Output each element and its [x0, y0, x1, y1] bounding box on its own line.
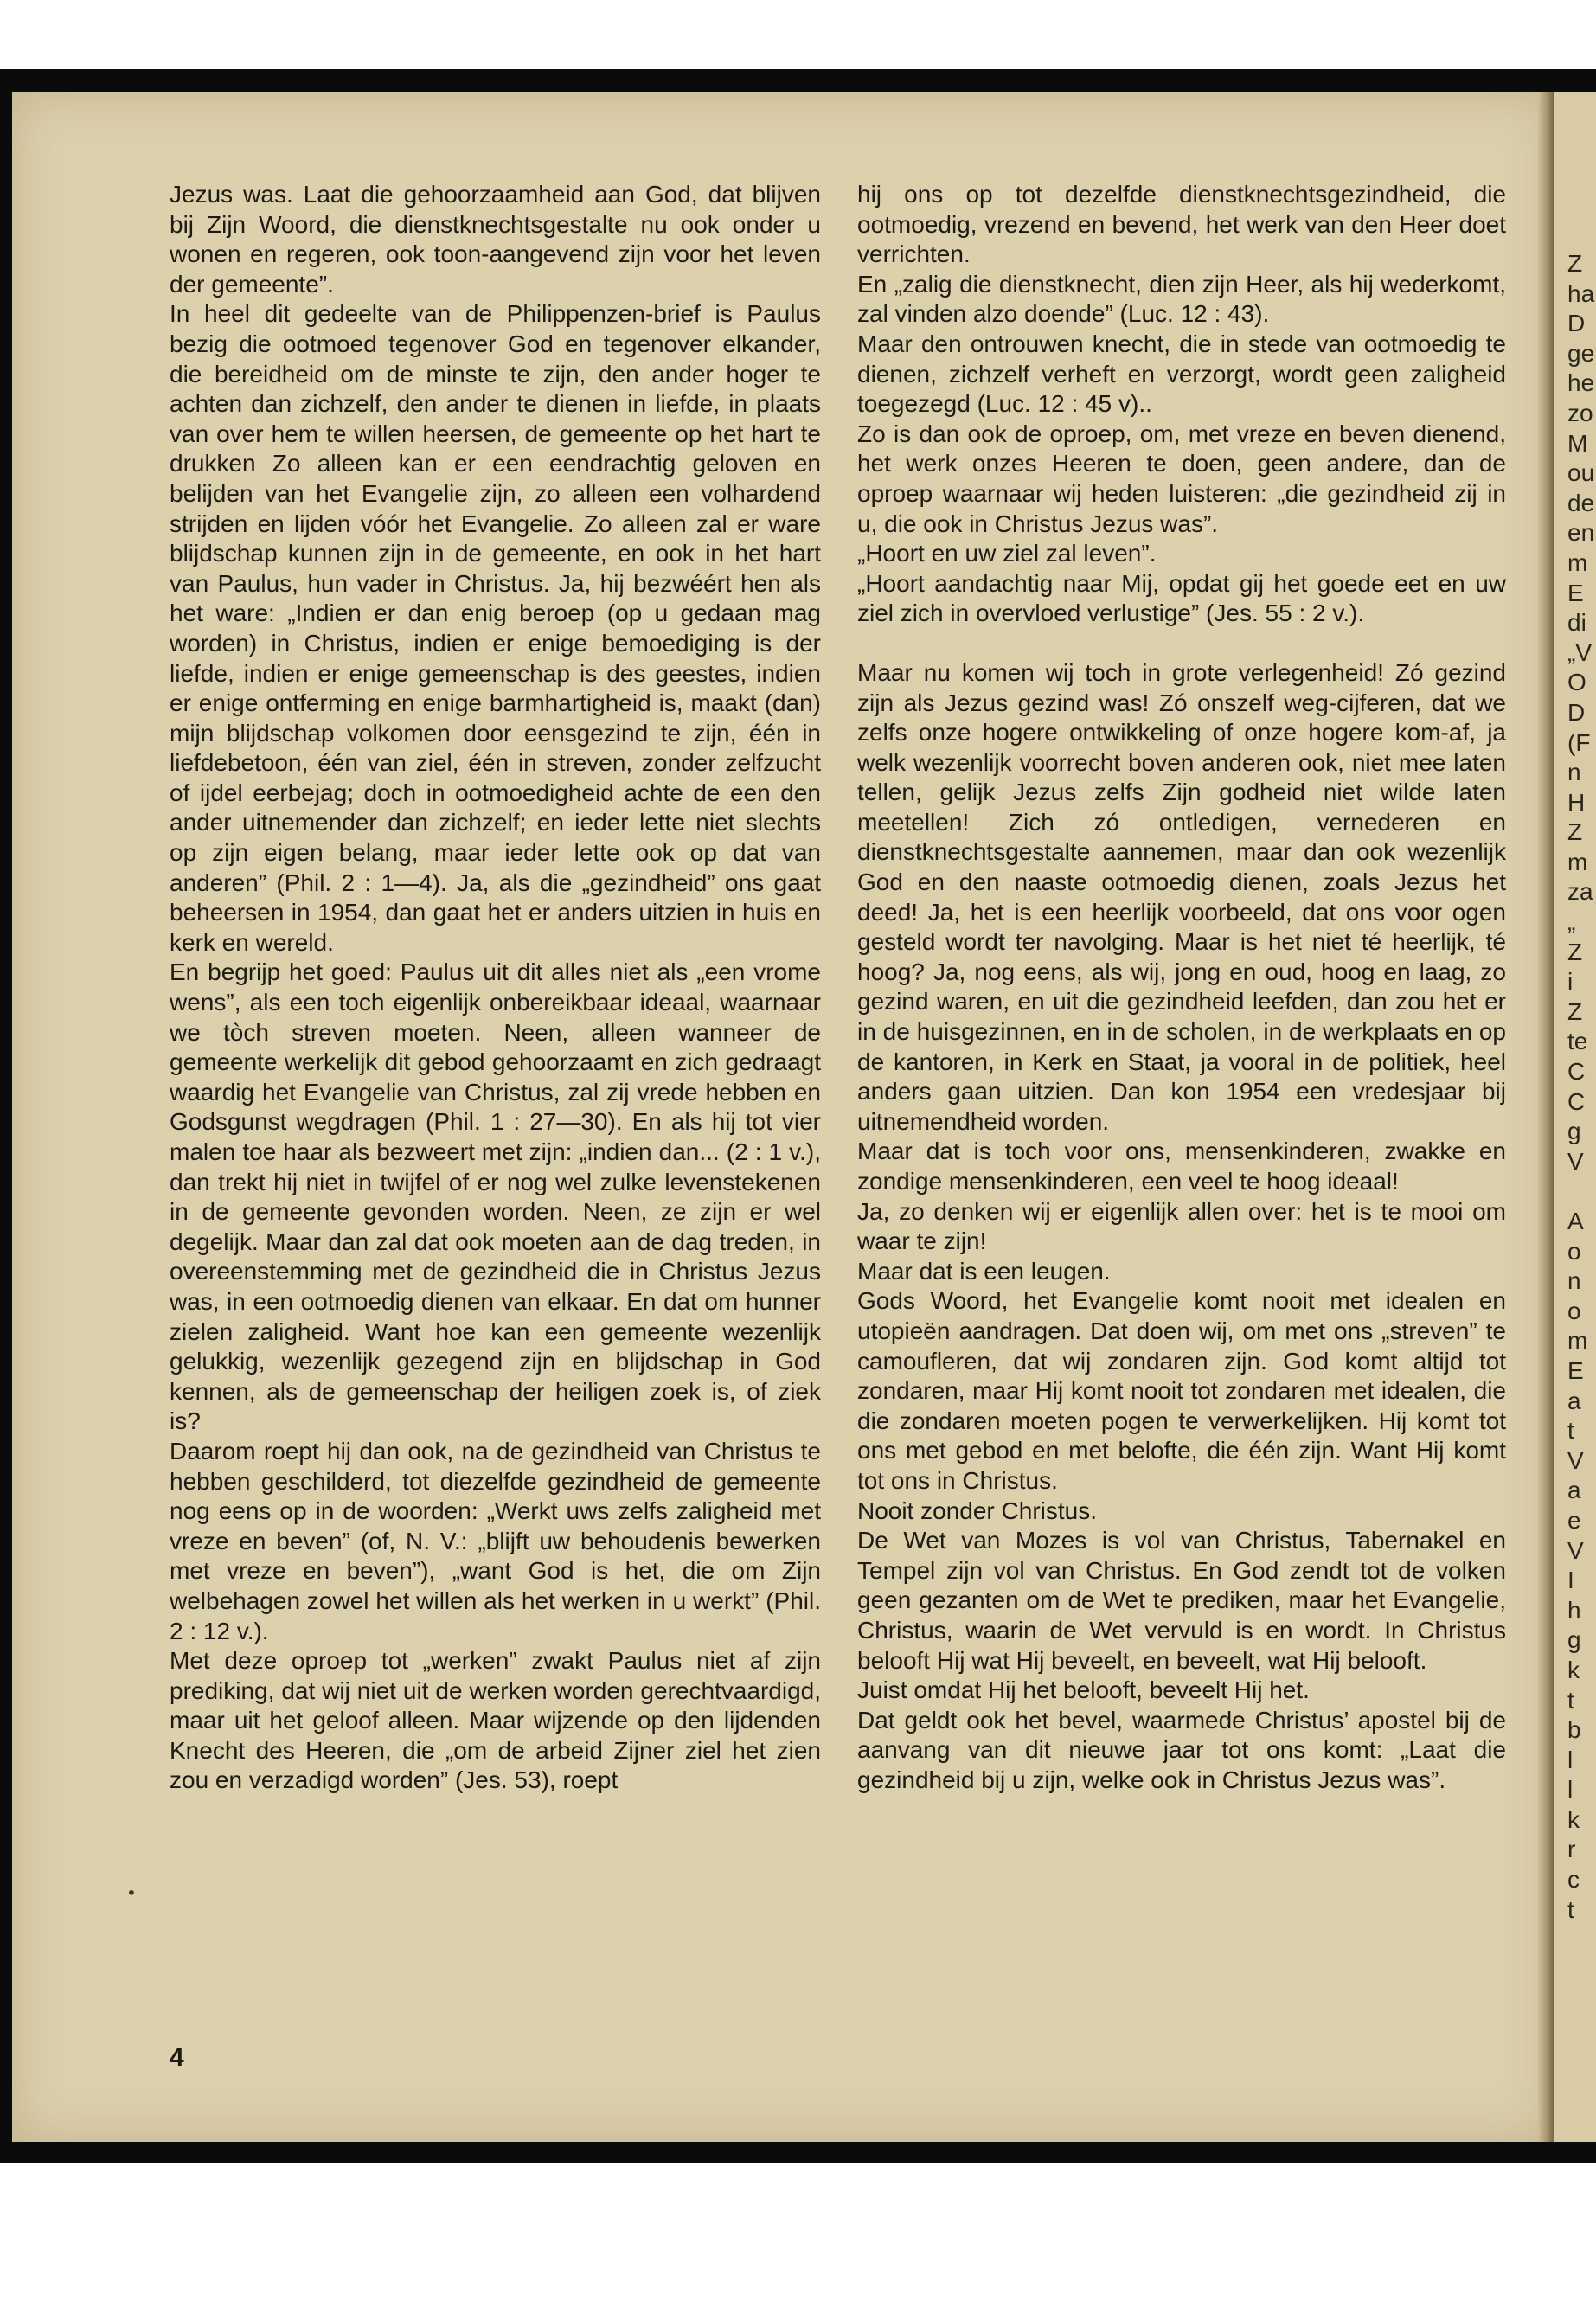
- right-column: [857, 180, 1506, 1795]
- right-paragraph: „Hoort en uw ziel zal leven”.: [857, 540, 1157, 567]
- right-paragraph: Maar nu komen wij toch in grote verlegenheid! Zó gezind zijn als Jezus gezind was! Zó onszelf weg-cijferen, dat we zelfs onze hogere ontwikkeling of onze hogere kom-af, ja welk wezenlijk voorrecht boven anderen ook, niet mee laten tellen, gelijk Jezus zelfs Zijn godheid niet wilde laten meetellen! Zich zó ontledigen, vernederen en dienstknechtsgestalte aannemen, maar dan ook wezenlijk God en den naaste ootmoedig dienen, zoals Jezus het deed! Ja, het is een heerlijk voorbeeld, dat ons voor ogen gesteld wordt ter navolging. Maar is het niet té heerlijk, té hoog? Ja, nog eens, als wij, jong en oud, hoog en laag, zo gezind waren, en uit die gezindheid leefden, dan zou het er in de huisgezinnen, en in de scholen, in de werkplaats en op de kantoren, in Kerk en Staat, ja vooral in de politiek, heel anders gaan uitzien. Dan kon 1954 een vredesjaar bij uitnemendheid worden.: [857, 658, 1506, 1135]
- next-page-edge: [1554, 92, 1596, 2142]
- page-number: 4: [170, 2043, 184, 2072]
- left-paragraph: En begrijp het goed: Paulus uit dit alles niet als „een vrome wens”, als een toch eigenlijk onbereikbaar ideaal, waarnaar we tòch streven moeten. Neen, alleen wanneer de gemeente werkelijk dit gebod gehoorzaamt en zich gedraagt waardig het Evangelie van Christus, zal zij vrede hebben en Godsgunst wegdragen (Phil. 1 : 27—30). En als hij tot vier malen toe haar als bezweert met zijn: „indien dan... (2 : 1 v.), dan trekt hij niet in twijfel of er nog wel zulke levenstekenen in de gemeente gevonden worden. Neen, ze zijn er wel degelijk. Maar dan zal dat ook moeten aan de dag treden, in overeenstemming met de gezindheid die in Christus Jezus was, in een ootmoedig dienen van elkaar. En dat om hunner zielen zaligheid. Want hoe kan een gemeente wezenlijk gelukkig, wezenlijk gezegend zijn en blijdschap in God kennen, als de gemeenschap der heiligen zoek is, of ziek is?: [170, 958, 821, 1435]
- right-paragraph: Dat geldt ook het bevel, waarmede Christus’ apostel bij de aanvang van dit nieuwe jaar tot ons komt: „Laat die gezindheid bij u zijn, welke ook in Christus Jezus was”.: [857, 1706, 1506, 1793]
- right-paragraph: En „zalig die dienstknecht, dien zijn Heer, als hij wederkomt, zal vinden alzo doende” (Luc. 12 : 43).: [857, 270, 1506, 328]
- next-page-fragment: Z ha D ge he zo M ou de en m E di „V O D (F n H Z m za „ Z i Z te C C g V A o n o m E a t V a e V I h g k t b l l k r c t: [1567, 250, 1595, 1923]
- right-paragraph: hij ons op tot dezelfde dienstknechtsgezindheid, die ootmoedig, vrezend en bevend, het werk van den Heer doet verrichten.: [857, 181, 1506, 268]
- left-paragraph: Daarom roept hij dan ook, na de gezindheid van Christus te hebben geschilderd, tot diezelfde gezindheid de gemeente nog eens op in de woorden: „Werkt uws zelfs zaligheid met vreze en beven” (of, N. V.: „blijft uw behoudenis bewerken met vreze en beven”), „want God is het, die om Zijn welbehagen zowel het willen als het werken in u werkt” (Phil. 2 : 12 v.).: [170, 1437, 821, 1644]
- right-paragraph: Maar den ontrouwen knecht, die in stede van ootmoedig te dienen, zichzelf verheft en verzorgt, wordt geen zaligheid toegezegd (Luc. 12 : 45 v)..: [857, 330, 1506, 418]
- stray-ink-mark: •: [126, 1882, 137, 1903]
- right-paragraph: Juist omdat Hij het belooft, beveelt Hij het.: [857, 1676, 1310, 1704]
- right-paragraph: Nooit zonder Christus.: [857, 1497, 1098, 1524]
- right-paragraph: De Wet van Mozes is vol van Christus, Tabernakel en Tempel zijn vol van Christus. En God zendt tot de volken geen gezanten om de Wet te prediken, maar het Evangelie, Christus, waarin de Wet vervuld is en wordt. In Christus belooft Hij wat Hij beveelt, en beveelt, wat Hij belooft.: [857, 1527, 1506, 1674]
- right-paragraph: Maar dat is toch voor ons, mensenkinderen, zwakke en zondige mensenkinderen, een veel te hoog ideaal!: [857, 1138, 1506, 1195]
- left-paragraph: Jezus was. Laat die gehoorzaamheid aan God, dat blijven bij Zijn Woord, die dienstknechtsgestalte nu ook onder u wonen en regeren, ook toon-aangevend zijn voor het leven der gemeente”.: [170, 181, 821, 298]
- left-column: [170, 180, 821, 1796]
- left-paragraph: In heel dit gedeelte van de Philippenzen-brief is Paulus bezig die ootmoed tegenover God en tegenover elkander, die bereidheid om de minste te zijn, den ander hoger te achten dan zichzelf, den ander te dienen in liefde, in plaats van over hem te willen heersen, de gemeente op het hart te drukken Zo alleen kan er een eendrachtig geloven en belijden van het Evangelie zijn, zo alleen een volhardend strijden en lijden vóór het Evangelie. Zo alleen zal er ware blijdschap kunnen zijn in de gemeente, en ook in het hart van Paulus, hun vader in Christus. Ja, hij bezwéért hen als het ware: „Indien er dan enig beroep (op u gedaan mag worden) in Christus, indien er enige bemoediging is der liefde, indien er enige gemeenschap is des geestes, indien er enige ontferming en enige barmhartigheid is, maakt (dan) mijn blijdschap volkomen door eensgezind te zijn, één in liefdebetoon, één van ziel, één in streven, zonder zelfzucht of ijdel eerbejag; doch in ootmoedigheid achte de een den ander uitnemender dan zichzelf; en ieder lette niet slechts op zijn eigen belang, maar ieder lette ook op dat van anderen” (Phil. 2 : 1—4). Ja, als die „gezindheid” ons gaat beheersen in 1954, dan gaat het er anders uitzien in huis en kerk en wereld.: [170, 300, 821, 956]
- right-paragraph: Maar dat is een leugen.: [857, 1257, 1111, 1285]
- left-paragraph: Met deze oproep tot „werken” zwakt Paulus niet af zijn prediking, dat wij niet uit de werken worden gerechtvaardigd, maar uit het geloof alleen. Maar wijzende op den lijdenden Knecht des Heeren, die „om de arbeid Zijner ziel het zien zou en verzadigd worden” (Jes. 53), roept: [170, 1647, 821, 1794]
- right-paragraph: Gods Woord, het Evangelie komt nooit met idealen en utopieën aandragen. Dat doen wij, om met ons „streven” te camoufleren, dat wij zondaren zijn. God komt altijd tot zondaren, maar Hij komt nooit tot zondaren met idealen, die die zondaren moeten pogen te verwerkelijken. Hij komt tot ons met gebod en met belofte, die één zijn. Want Hij komt tot ons in Christus.: [857, 1287, 1506, 1494]
- right-paragraph: „Hoort aandachtig naar Mij, opdat gij het goede eet en uw ziel zich in overvloed verlustige” (Jes. 55 : 2 v.).: [857, 569, 1506, 627]
- right-paragraph: Zo is dan ook de oproep, om, met vreze en beven dienend, het werk onzes Heeren te doen, geen andere, dan de oproep waarnaar wij heden luisteren: „die gezindheid zij in u, die ook in Christus Jezus was”.: [857, 420, 1506, 537]
- right-paragraph: Ja, zo denken wij er eigenlijk allen over: het is te mooi om waar te zijn!: [857, 1197, 1506, 1255]
